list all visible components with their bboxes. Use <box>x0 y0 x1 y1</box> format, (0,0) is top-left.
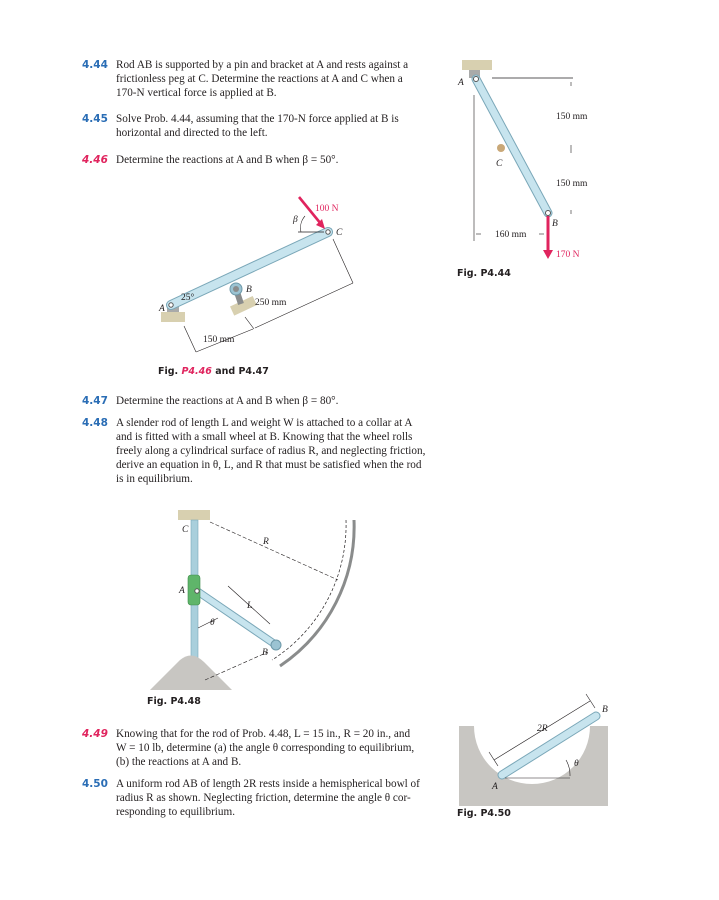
problem-text-line: Determine the reactions at A and B when β = 50°. <box>116 154 339 166</box>
ceiling-support <box>178 510 210 520</box>
problem-number: 4.46 <box>82 154 108 166</box>
label-r: R <box>263 537 269 547</box>
label-a: A <box>159 304 165 314</box>
peg-c <box>497 144 505 152</box>
figure-p4-50 <box>459 694 608 806</box>
label-c: C <box>496 159 503 169</box>
hemispherical-bowl <box>459 726 608 806</box>
label-b: B <box>262 648 268 658</box>
problem-text-line: A slender rod of length L and weight W is attached to a collar at A <box>116 417 413 429</box>
pin-c <box>326 230 330 234</box>
label-b: B <box>602 705 608 715</box>
problem-text-line: 170-N vertical force is applied at B. <box>116 87 277 99</box>
label-c: C <box>336 228 343 238</box>
label-a: A <box>492 782 498 792</box>
problem-text-line: Rod AB is supported by a pin and bracket at A and rests against a <box>116 59 409 71</box>
caption-red: P4.46 <box>181 366 212 377</box>
figure-caption-p4-48: Fig. P4.48 <box>147 696 201 707</box>
problem-text-line: A uniform rod AB of length 2R rests inside a hemispherical bowl of <box>116 778 420 790</box>
label-a: A <box>179 586 185 596</box>
dimension-label: 160 mm <box>495 230 527 240</box>
figure-p4-44 <box>457 60 588 260</box>
dimension-label: 150 mm <box>203 335 235 345</box>
problem-text-line: frictionless peg at C. Determine the reactions at A and C when a <box>116 73 403 85</box>
force-label: 170 N <box>556 250 580 260</box>
pin-a <box>474 77 479 82</box>
force-label: 100 N <box>315 204 339 214</box>
caption-prefix: Fig. <box>158 366 179 377</box>
figure-p4-46 <box>158 197 353 352</box>
ground <box>150 655 232 690</box>
label-a: A <box>458 78 464 88</box>
dimension-label: 150 mm <box>556 112 588 122</box>
problem-number: 4.49 <box>82 728 108 740</box>
theta-label: θ <box>574 759 579 769</box>
caption-suffix: and P4.47 <box>215 366 269 377</box>
problem-number: 4.48 <box>82 417 108 429</box>
problem-text-line: derive an equation in θ, L, and R that must be satisfied when the rod <box>116 459 422 471</box>
support-b <box>230 296 257 316</box>
wheel-b <box>271 640 281 650</box>
dimension-label: 250 mm <box>255 298 287 308</box>
problem-text-line: and is fitted with a small wheel at B. Knowing that the wheel rolls <box>116 431 413 443</box>
label-b: B <box>246 285 252 295</box>
problem-text-line: Knowing that for the rod of Prob. 4.48, L = 15 in., R = 20 in., and <box>116 728 411 740</box>
problem-text-line: is in equilibrium. <box>116 473 193 485</box>
problem-text-line: W = 10 lb, determine (a) the angle θ corresponding to equilibrium, <box>116 742 415 754</box>
problem-text-line: Determine the reactions at A and B when β = 80°. <box>116 395 339 407</box>
pin-a <box>169 303 173 307</box>
problem-number: 4.45 <box>82 113 108 125</box>
ceiling-support <box>462 60 492 70</box>
problem-text-line: (b) the reactions at A and B. <box>116 756 242 768</box>
dimension-label: 150 mm <box>556 179 588 189</box>
label-c: C <box>182 525 189 535</box>
label-2r: 2R <box>537 724 548 734</box>
label-b: B <box>552 219 558 229</box>
cylindrical-surface <box>272 520 346 660</box>
problem-text-line: radius R as shown. Neglecting friction, determine the angle θ cor- <box>116 792 411 804</box>
problem-text-line: horizontal and directed to the left. <box>116 127 268 139</box>
problem-number: 4.47 <box>82 395 108 407</box>
problem-text-line: freely along a cylindrical surface of radius R, and neglecting friction, <box>116 445 426 457</box>
problem-number: 4.50 <box>82 778 108 790</box>
figure-caption-p4-44: Fig. P4.44 <box>457 268 511 279</box>
pin-b <box>546 211 551 216</box>
beta-label: β <box>293 215 298 225</box>
problem-text-line: responding to equilibrium. <box>116 806 236 818</box>
label-l: L <box>247 601 253 611</box>
figure-p4-48 <box>150 510 354 690</box>
angle-label: 25° <box>181 293 195 303</box>
problem-text-line: Solve Prob. 4.44, assuming that the 170-N force applied at B is <box>116 113 399 125</box>
problem-number: 4.44 <box>82 59 108 71</box>
figure-caption-p4-50: Fig. P4.50 <box>457 808 511 819</box>
theta-label: θ <box>210 618 215 628</box>
